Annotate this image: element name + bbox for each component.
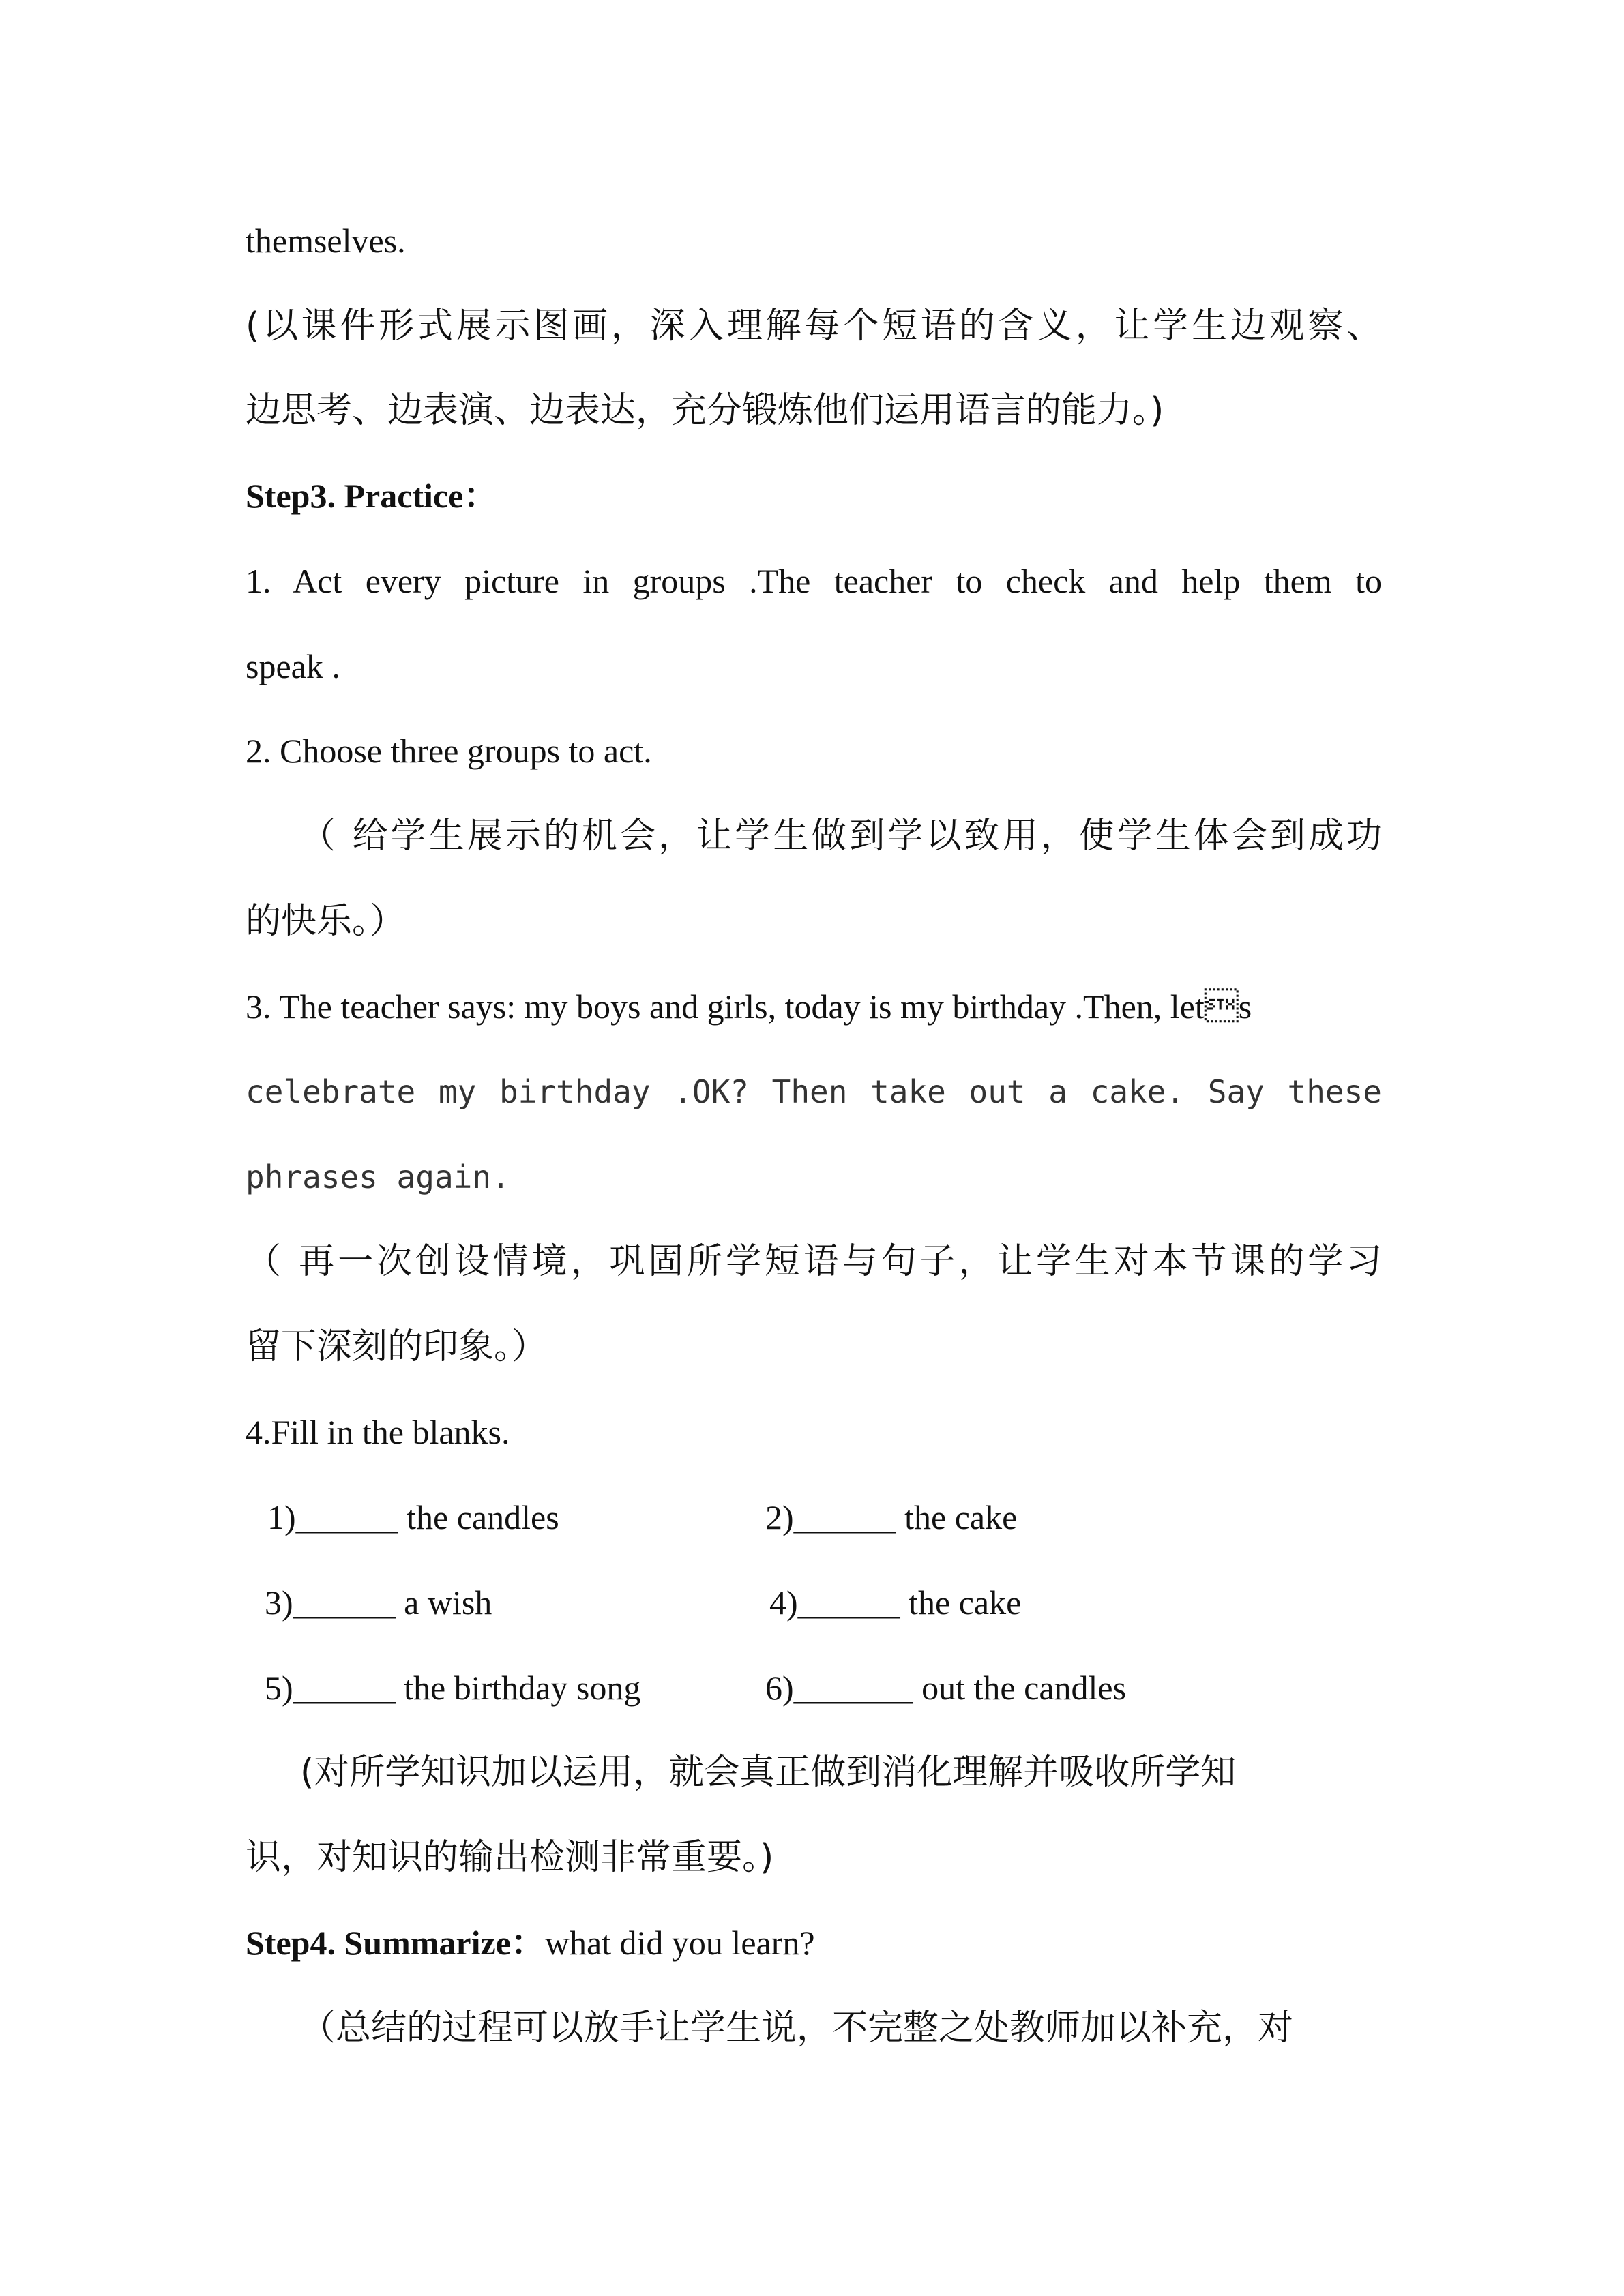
practice-item-4: 4.Fill in the blanks. xyxy=(246,1413,510,1451)
blank-item-6: 6)_______ out the candles xyxy=(765,1669,1127,1707)
step4-line xyxy=(246,1919,1382,1967)
note-line-2a: （ 给学生展示的机会，让学生做到学以致用，使学生体会到成功 xyxy=(300,816,1382,856)
note-line-4a: (对所学知识加以运用，就会真正做到消化理解并吸收所学知 xyxy=(300,1752,1237,1793)
note-line-1b: 边思考、边表演、边表达，充分锻炼他们运用语言的能力。) xyxy=(246,390,1164,431)
practice-item-1a: 1. Act every picture in groups .The teacher to check and help them to xyxy=(246,562,1382,600)
practice-item-1b: speak . xyxy=(246,647,340,685)
note-line-2b: 的快乐。） xyxy=(246,901,406,942)
practice-item-2: 2. Choose three groups to act. xyxy=(246,732,652,770)
note-line-5: （总结的过程可以放手让学生说，不完整之处教师加以补充，对 xyxy=(300,2008,1294,2048)
step3-heading: Step3. Practice： xyxy=(246,477,498,515)
blank-item-5: 5)______ the birthday song xyxy=(265,1669,641,1707)
note-line-1a: (以课件形式展示图画，深入理解每个短语的含义，让学生边观察、 xyxy=(246,305,1382,346)
practice-item-3c: phrases again. xyxy=(246,1159,510,1195)
blank-item-3: 3)______ a wish xyxy=(265,1583,492,1622)
note-line-4b: 识，对知识的输出检测非常重要。) xyxy=(246,1837,774,1878)
blank-item-2: 2)______ the cake xyxy=(765,1498,1018,1536)
practice-item-3a: 3. The teacher says: my boys and girls, today is my birthday .Then, lets xyxy=(246,987,1252,1026)
step4-question: what did you learn? xyxy=(544,1924,815,1962)
blank-item-1: 1)______ the candles xyxy=(267,1498,559,1536)
blank-item-4: 4)______ the cake xyxy=(769,1583,1022,1622)
step4-heading: Step4. Summarize： xyxy=(246,1924,545,1962)
practice-item-3b: celebrate my birthday .OK? Then take out a cake. Say these xyxy=(246,1073,1382,1110)
text-line-themselves: themselves. xyxy=(246,222,406,260)
note-line-3a: （ 再一次创设情境，巩固所学短语与句子，让学生对本节课的学习 xyxy=(246,1241,1382,1282)
note-line-3b: 留下深刻的印象。） xyxy=(246,1326,548,1367)
